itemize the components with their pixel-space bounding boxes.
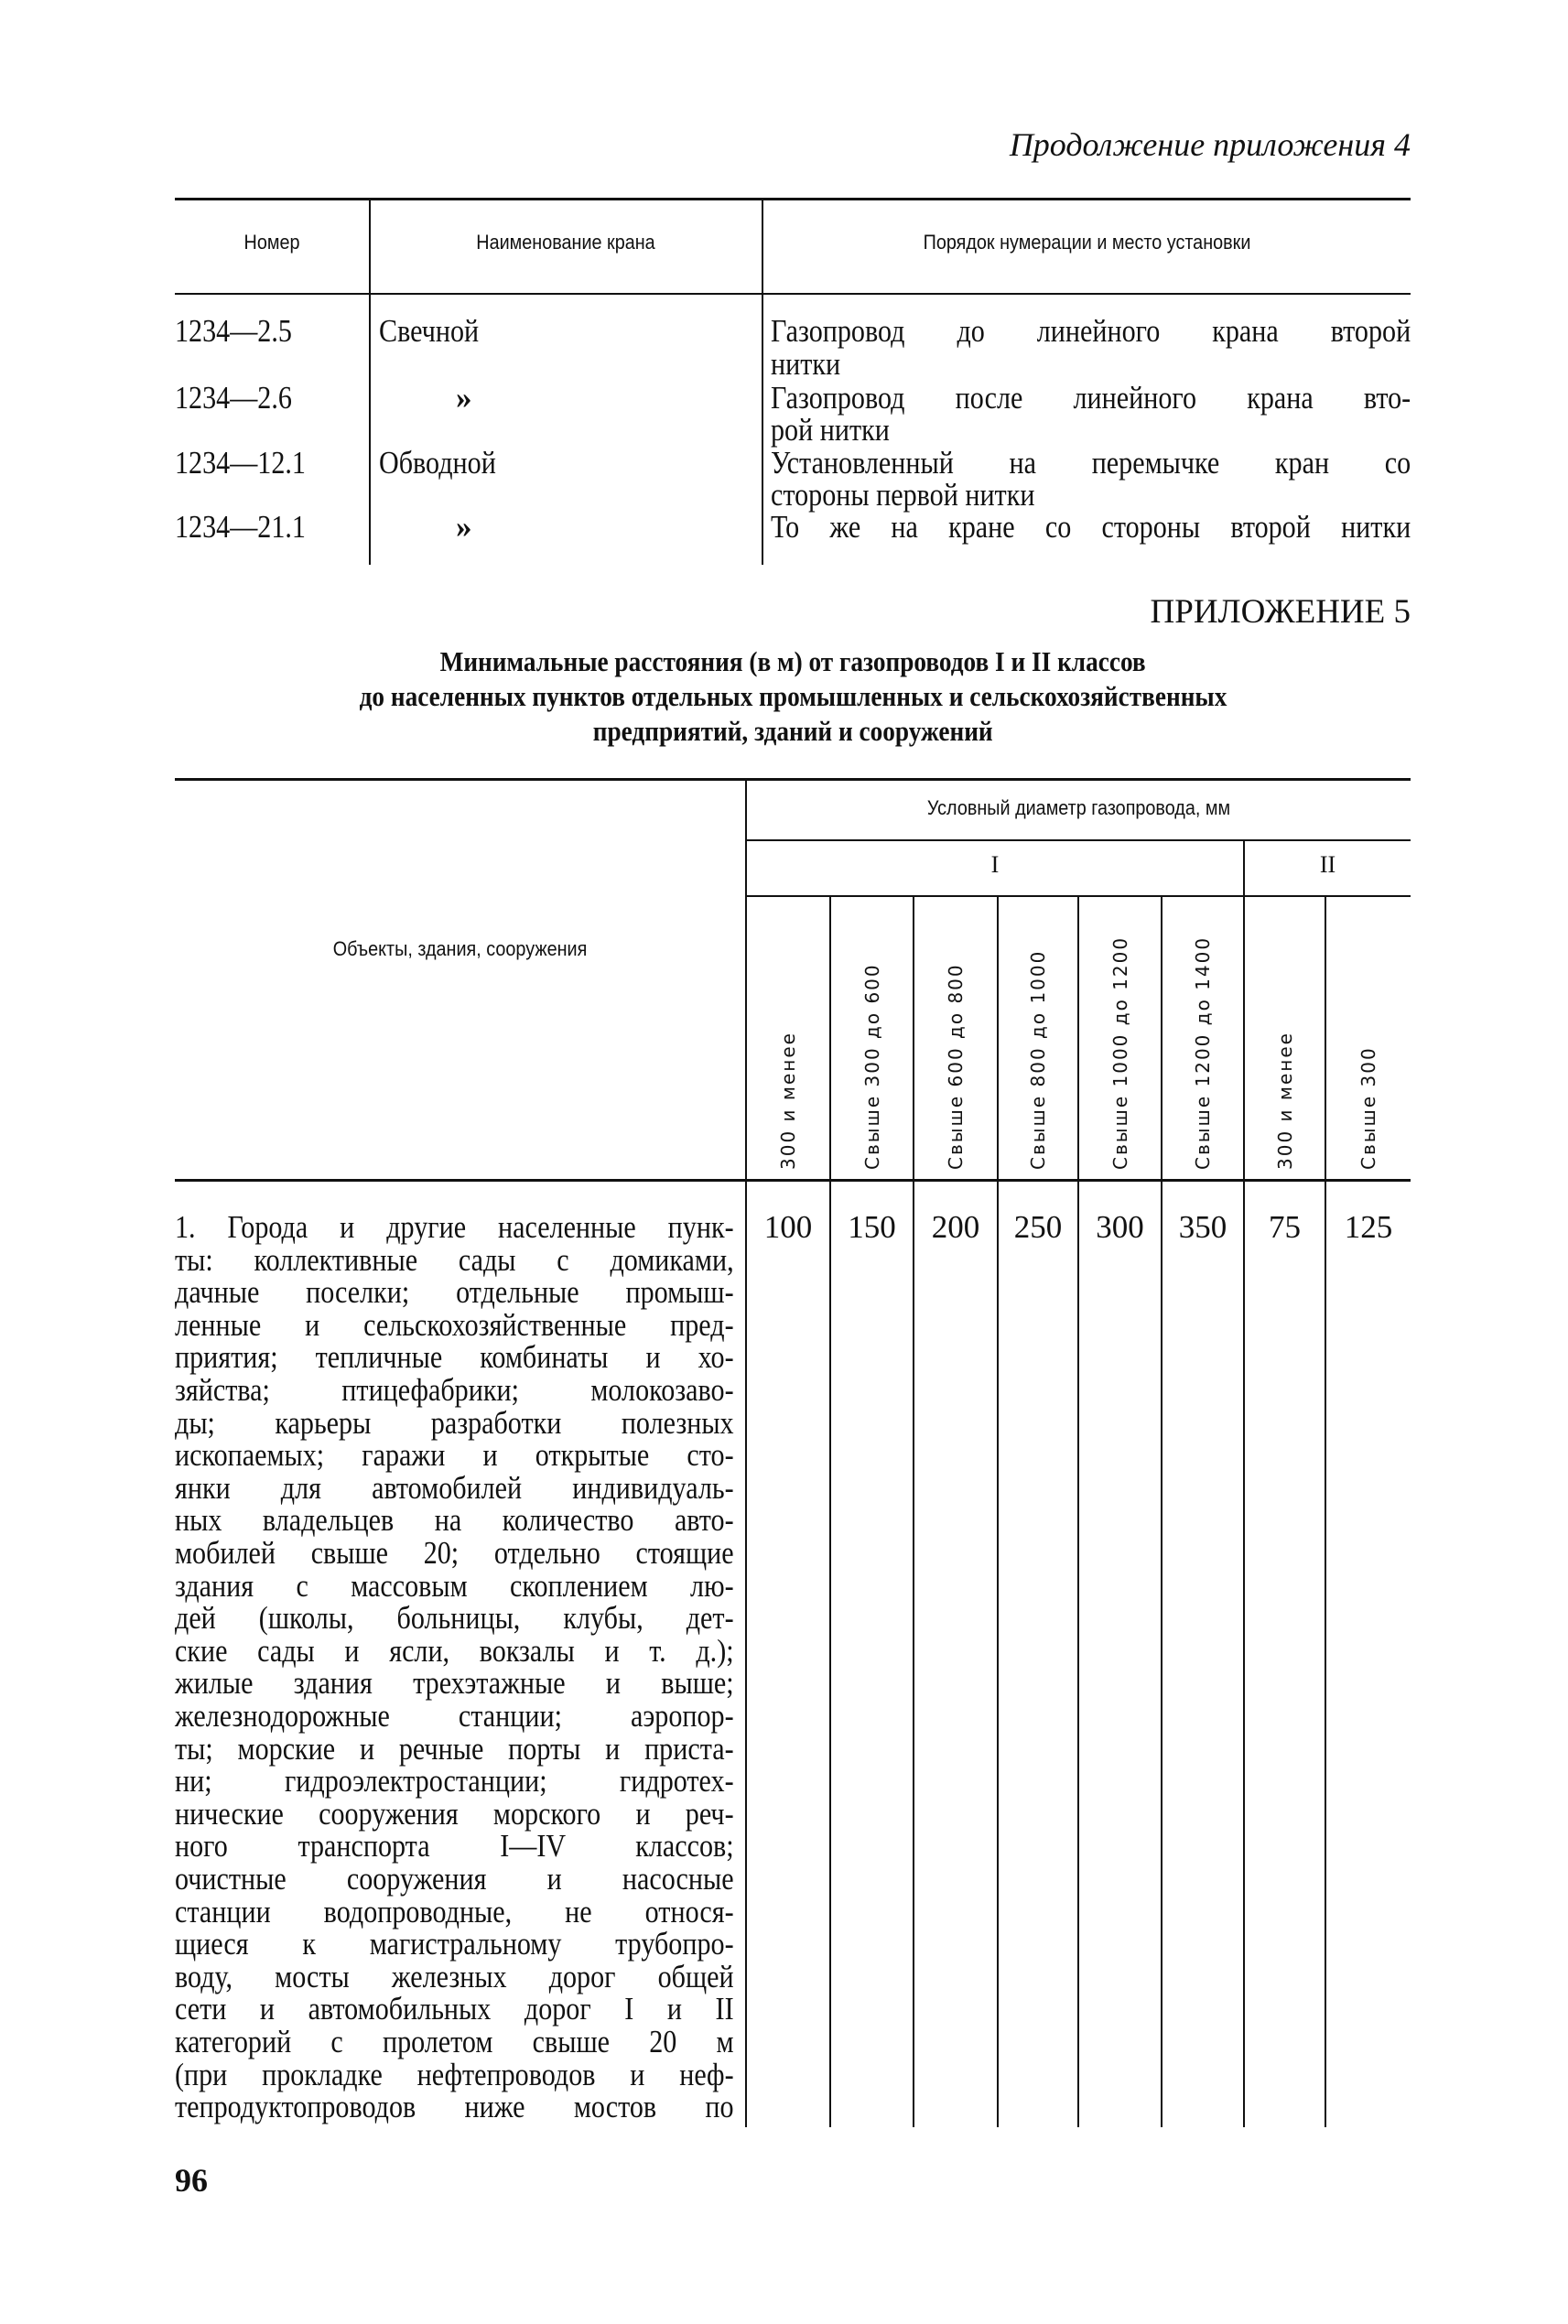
text-line: нические сооружения морского и реч- [175, 1795, 734, 1832]
table2-divider [913, 896, 914, 2127]
text-line: зяйства; птицефабрики; молокозаво- [175, 1372, 734, 1408]
table1-divider [762, 199, 763, 565]
appendix-label: ПРИЛОЖЕНИЕ 5 [1150, 593, 1411, 631]
object-description-line [175, 2057, 734, 2093]
text-line: ские сады и ясли, вокзалы и т. д.); [175, 1632, 734, 1669]
appendix-title-line: Минимальные расстояния (в м) от газопроводов I и II классов [439, 645, 1146, 677]
object-description-line [175, 1894, 734, 1930]
text-line: дачные поселки; отдельные промыш- [175, 1274, 734, 1311]
description-line: Газопровод после линейного крана вто- [771, 380, 1411, 416]
table1-header-number: Номер [243, 231, 300, 254]
description-line: Установленный на перемычке кран со [771, 445, 1411, 481]
object-description-line [175, 1828, 734, 1865]
ditto-mark: » [456, 380, 472, 416]
object-description-line [175, 1991, 734, 2027]
distance-value: 250 [1013, 1209, 1063, 1245]
table-row-description [771, 445, 1411, 481]
text-line: ных владельцев на количество авто- [175, 1502, 734, 1539]
object-description-line [175, 1665, 734, 1702]
table-row-name: Обводной [379, 445, 496, 481]
distance-value: 350 [1178, 1209, 1227, 1245]
object-description-line [175, 1339, 734, 1376]
object-description-line [175, 1731, 734, 1767]
text-line: ного транспорта I—IV классов; [175, 1828, 734, 1865]
distance-value: 100 [763, 1209, 813, 1245]
description-line: Газопровод до линейного крана второй [771, 313, 1411, 349]
table1-top-rule [175, 198, 1411, 200]
text-line: приятия; тепличные комбинаты и хо- [175, 1339, 734, 1376]
object-description-line [175, 1796, 734, 1832]
distance-value: 75 [1269, 1209, 1301, 1245]
object-description-line [175, 1535, 734, 1572]
object-description-line [175, 1502, 734, 1539]
text-line: щиеся к магистральному трубопро- [175, 1926, 734, 1962]
object-description-line [175, 1633, 734, 1670]
table2-rule [746, 839, 1411, 841]
table1-divider [369, 199, 371, 565]
class-header-ii: II [1319, 851, 1336, 878]
text-line: тепродуктопроводов ниже мостов по [175, 2089, 734, 2125]
text-line: ды; карьеры разработки полезных [175, 1404, 734, 1441]
text-line: дей (школы, больницы, клубы, дет- [175, 1600, 734, 1637]
object-description-line [175, 1274, 734, 1311]
class-header-i: I [990, 851, 1000, 878]
table2-divider [1243, 840, 1245, 2127]
object-description-line [175, 1242, 734, 1279]
object-description-line [175, 1600, 734, 1637]
object-description-line [175, 1926, 734, 1962]
table-row-number: 1234—2.6 [175, 380, 292, 416]
running-head: Продолжение приложения 4 [1009, 126, 1411, 163]
text-line: сети и автомобильных дорог I и II [175, 1991, 734, 2027]
table2-header-rule [175, 1179, 1411, 1182]
table-row-number: 1234—2.5 [175, 313, 292, 349]
text-line: здания с массовым скоплением лю- [175, 1567, 734, 1604]
ditto-mark: » [456, 509, 472, 545]
text-line: категорий с пролетом свыше 20 м [175, 2024, 734, 2059]
text-line: ни; гидроэлектростанции; гидротех- [175, 1763, 734, 1800]
text-line: станции водопроводные, не относя- [175, 1893, 734, 1929]
appendix-title-line: предприятий, зданий и сооружений [592, 715, 993, 747]
text-line: ты; морские и речные порты и приста- [175, 1730, 734, 1767]
object-description-line [175, 1437, 734, 1474]
diameter-subheader: 300 и менее [1273, 1032, 1296, 1170]
table2-divider [1325, 896, 1326, 2127]
object-description-line [175, 1307, 734, 1344]
objects-header: Объекты, здания, сооружения [332, 937, 588, 960]
object-description-line [175, 1959, 734, 1995]
text-line: жилые здания трехэтажные и выше; [175, 1665, 734, 1702]
description-line: рой нитки [771, 412, 890, 448]
table2-top-rule [175, 778, 1411, 781]
distance-value: 125 [1344, 1209, 1393, 1245]
text-line: янки для автомобилей индивидуаль- [175, 1469, 734, 1506]
distance-value: 150 [848, 1209, 896, 1245]
diameter-subheader: 300 и менее [777, 1032, 799, 1170]
table1-header-name: Наименование крана [476, 231, 655, 254]
table2-divider [1161, 896, 1162, 2127]
text-line: очистные сооружения и насосные [175, 1861, 734, 1897]
object-description-line [175, 1405, 734, 1442]
object-description-line [175, 1861, 734, 1897]
object-description-line [175, 1209, 734, 1246]
page-number: 96 [175, 2162, 208, 2199]
table-row-description [771, 313, 1411, 350]
table2-divider [745, 780, 747, 2127]
table-row-name: Свечной [379, 313, 480, 349]
table1-header-rule [175, 293, 1411, 295]
text-line: ископаемых; гаражи и открытые сто- [175, 1437, 734, 1474]
object-description-line [175, 1372, 734, 1409]
table2-divider [829, 896, 831, 2127]
description-line: То же на кране со стороны второй нитки [771, 509, 1411, 545]
object-description-line [175, 1763, 734, 1800]
distance-value: 300 [1096, 1209, 1144, 1245]
table-row-description [771, 509, 1411, 546]
distance-value: 200 [931, 1209, 980, 1245]
text-line: ленные и сельскохозяйственные пред- [175, 1306, 734, 1343]
text-line: мобилей свыше 20; отдельно стоящие [175, 1535, 734, 1571]
table-row-number: 1234—12.1 [175, 445, 306, 481]
diameter-header: Условный диаметр газопровода, мм [926, 796, 1231, 819]
text-line: ты: коллективные сады с домиками, [175, 1241, 734, 1278]
table2-divider [1077, 896, 1079, 2127]
diameter-subheader: Свыше 800 до 1000 [1027, 949, 1049, 1170]
table2-divider [997, 896, 999, 2127]
diameter-subheader: Свыше 1200 до 1400 [1192, 935, 1214, 1170]
appendix-title-line: до населенных пунктов отдельных промышленных и сельскохозяйственных [359, 680, 1227, 712]
table1-header-description: Порядок нумерации и место установки [923, 231, 1251, 254]
description-line: нитки [771, 346, 841, 382]
object-description-line [175, 1568, 734, 1605]
object-description-line [175, 1698, 734, 1735]
text-line: 1. Города и другие населенные пунк- [175, 1209, 734, 1245]
text-line: воду, мосты железных дорог общей [175, 1958, 734, 1994]
diameter-subheader: Свыше 300 до 600 [860, 963, 883, 1170]
text-line: (при прокладке нефтепроводов и неф- [175, 2056, 734, 2092]
diameter-subheader: Свыше 600 до 800 [945, 963, 967, 1170]
description-line: стороны первой нитки [771, 477, 1035, 513]
object-description-line [175, 2089, 734, 2125]
object-description-line [175, 1470, 734, 1507]
object-description-line [175, 2024, 734, 2060]
diameter-subheader: Свыше 1000 до 1200 [1108, 935, 1131, 1170]
table-row-description [771, 380, 1411, 416]
diameter-subheader: Свыше 300 [1357, 1046, 1379, 1170]
text-line: железнодорожные станции; аэропор- [175, 1698, 734, 1734]
table-row-number: 1234—21.1 [175, 509, 306, 545]
